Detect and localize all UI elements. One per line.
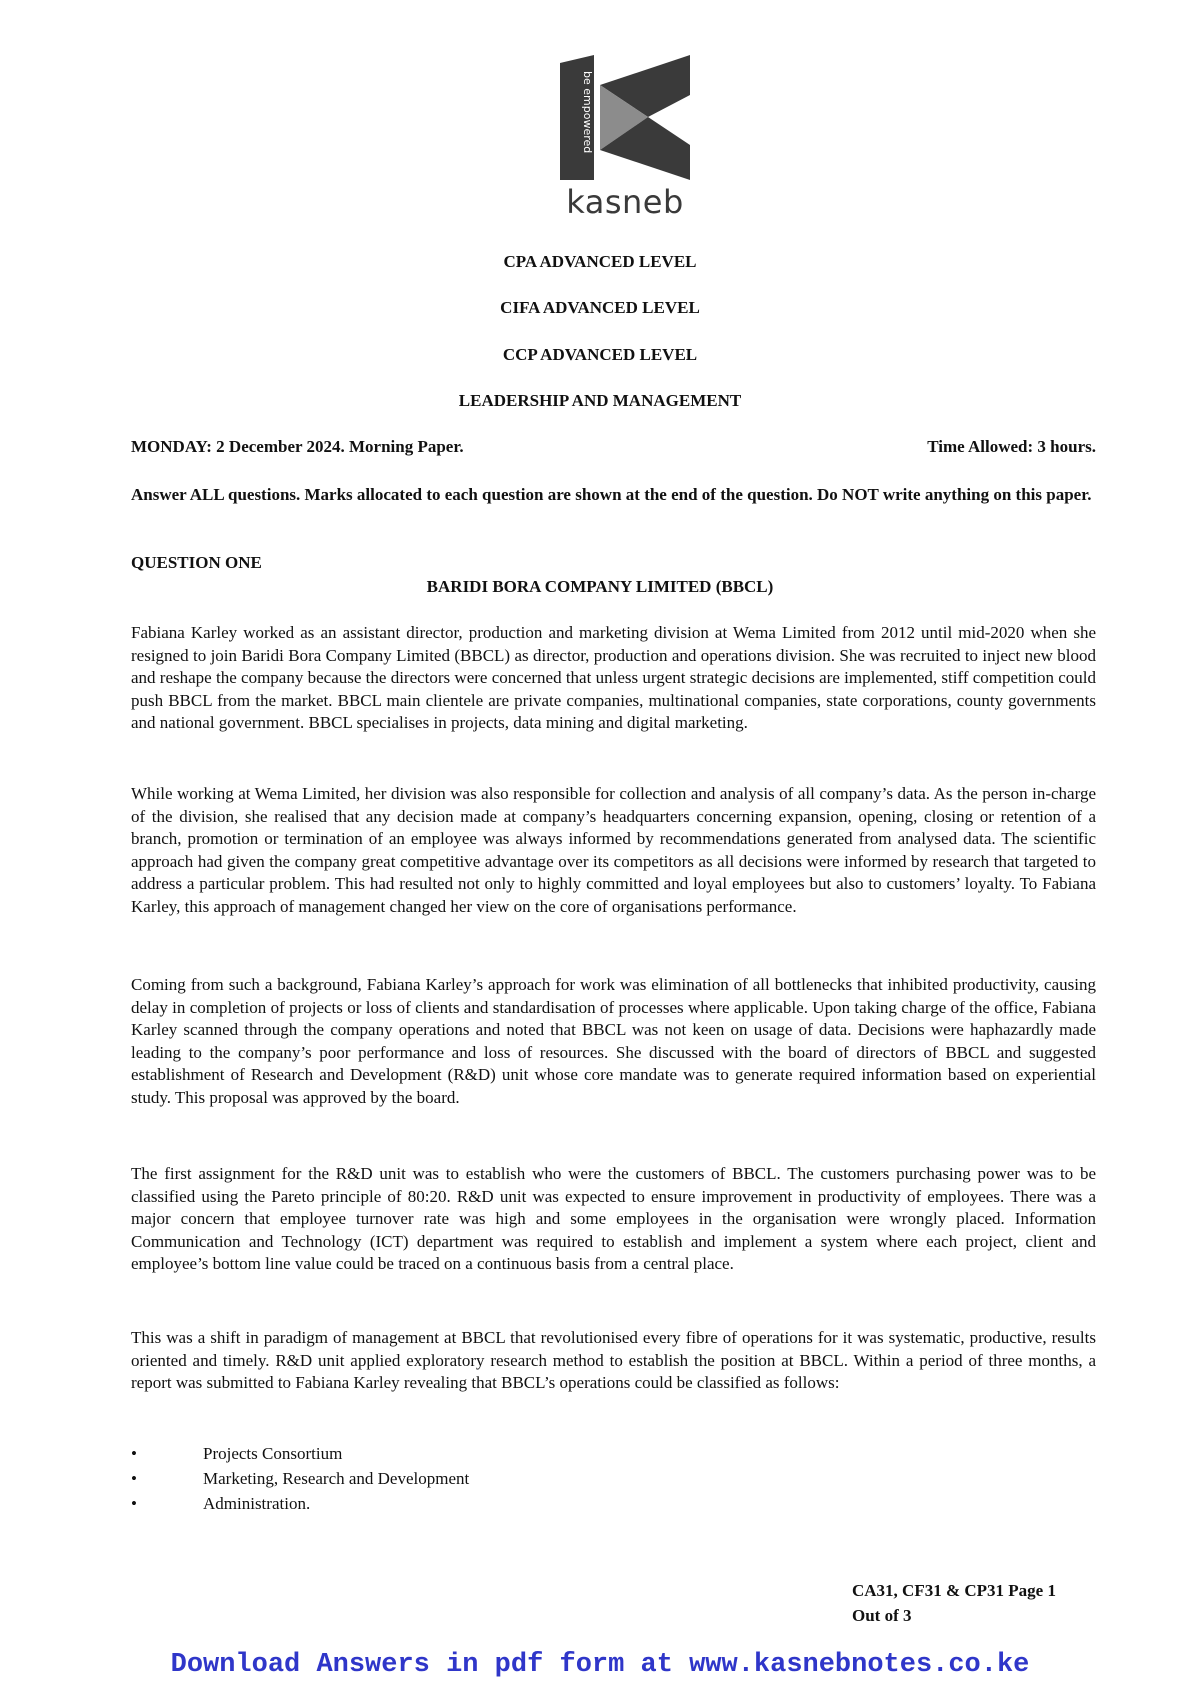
download-link[interactable]: Download Answers in pdf form at www.kasnebnotes.co.ke xyxy=(170,1650,1030,1680)
heading-cpa: CPA ADVANCED LEVEL xyxy=(503,252,697,271)
kasneb-logo xyxy=(560,55,690,230)
logo-tagline-text: be empowered xyxy=(581,71,594,154)
list-item-text: Projects Consortium xyxy=(203,1444,343,1463)
paragraph-1: Fabiana Karley worked as an assistant director, production and marketing division at Wema Limited from 2012 until mid-2020 when she resigned to join Baridi Bora Company Limited (BBCL) as director, production and operations division. She was recruited to inject new blood and reshape the company because the directors were concerned that unless urgent strategic decisions are implemented, stiff competition could push BBCL from the market. BBCL main clientele are private companies, multinational companies, state corporations, county governments and national government. BBCL specialises in projects, data mining and digital marketing. xyxy=(131,623,1096,733)
paragraph-2: While working at Wema Limited, her division was also responsible for collection and analysis of all company’s data. As the person in-charge of the division, she realised that any decision made at company’s headquarters concerning expansion, opening, closing or retention of a branch, promotion or termination of an employee was always informed by recommendations generated from analysed data. The scientific approach had given the company great competitive advantage over its competitors as all decisions were informed by research that targeted to address a particular problem. This had resulted not only to highly committed and loyal employees but also to customers’ loyalty. To Fabiana Karley, this approach of management changed her view on the core of organisations performance. xyxy=(131,784,1096,916)
paper-title: LEADERSHIP AND MANAGEMENT xyxy=(458,391,742,410)
list-item xyxy=(131,1466,469,1491)
paragraph-3: Coming from such a background, Fabiana Karley’s approach for work was elimination of all bottlenecks that inhibited productivity, causing delay in completion of projects or loss of clients and standardisation of processes where applicable. Upon taking charge of the office, Fabiana Karley scanned through the company operations and noted that BBCL was not keen on usage of data. Decisions were haphazardly made leading to the company’s poor performance and loss of resources. She discussed with the board of directors of BBCL and suggested establishment of Research and Development (R&D) unit whose core mandate was to generate required information based on experiential study. This proposal was approved by the board. xyxy=(131,975,1096,1107)
logo-tagline xyxy=(569,61,594,171)
bullet-icon: • xyxy=(131,1494,137,1513)
time-allowed: Time Allowed: 3 hours. xyxy=(927,437,1096,456)
page-total: Out of 3 xyxy=(852,1606,912,1625)
question-label: QUESTION ONE xyxy=(131,553,262,572)
list-item-text: Administration. xyxy=(203,1494,311,1513)
exam-date-row xyxy=(131,437,1096,457)
page-reference: CA31, CF31 & CP31 Page 1 xyxy=(852,1581,1056,1600)
logo-wordmark: kasneb xyxy=(566,183,684,221)
list-item-text: Marketing, Research and Development xyxy=(203,1469,470,1488)
bullet-icon: • xyxy=(131,1444,137,1463)
heading-ccp: CCP ADVANCED LEVEL xyxy=(502,345,698,364)
paragraph-4: The first assignment for the R&D unit was to establish who were the customers of BBCL. The customers purchasing power was to be classified using the Pareto principle of 80:20. R&D unit was expected to ensure improvement in productivity of employees. There was a major concern that employee turnover rate was high and some employees in the organisation were wrongly placed. Information Communication and Technology (ICT) department was required to establish and implement a system where each project, client and employee’s bottom line value could be traced on a continuous basis from a central place. xyxy=(131,1164,1096,1274)
list-item xyxy=(131,1441,469,1466)
bullet-icon: • xyxy=(131,1469,137,1488)
paragraph-5: This was a shift in paradigm of management at BBCL that revolutionised every fibre of operations for it was systematic, productive, results oriented and timely. R&D unit applied exploratory research method to establish the position at BBCL. Within a period of three months, a report was submitted to Fabiana Karley revealing that BBCL’s operations could be classified as follows: xyxy=(131,1328,1096,1393)
operations-list xyxy=(131,1441,469,1516)
list-item xyxy=(131,1491,469,1516)
heading-cifa: CIFA ADVANCED LEVEL xyxy=(500,298,700,317)
instructions: Answer ALL questions. Marks allocated to each question are shown at the end of the question. Do NOT write anything on this paper. xyxy=(131,485,1092,504)
case-title: BARIDI BORA COMPANY LIMITED (BBCL) xyxy=(426,577,774,596)
exam-date: MONDAY: 2 December 2024. Morning Paper. xyxy=(131,437,464,456)
